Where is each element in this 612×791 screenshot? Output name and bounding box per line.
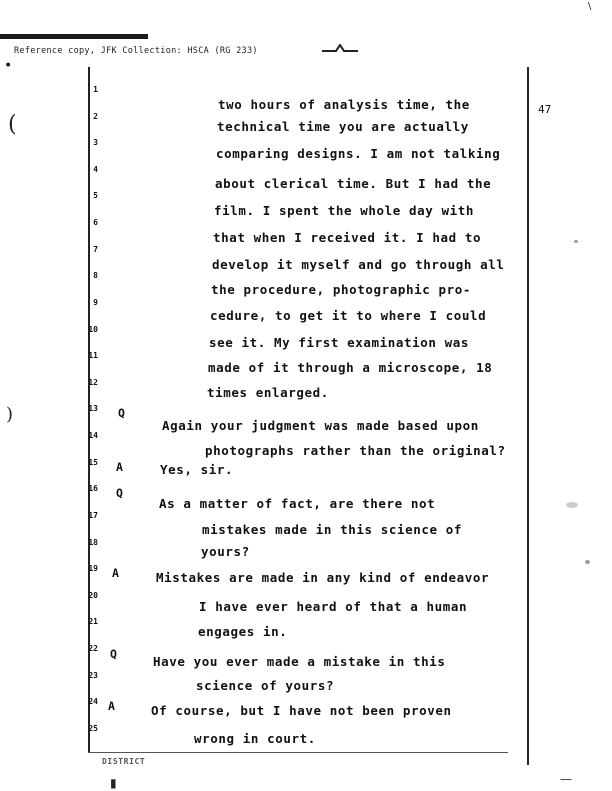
transcript-line: comparing designs. I am not talking — [216, 146, 501, 161]
transcript-line: the procedure, photographic pro- — [211, 282, 472, 297]
transcript-line: yours? — [201, 544, 250, 559]
line-number: 20 — [88, 591, 98, 600]
transcript-line: I have ever heard of that a human — [199, 599, 468, 614]
scan-speck — [566, 502, 578, 508]
footer-fragment: DISTRICT — [102, 757, 146, 766]
scan-mark-icon: ∖ — [586, 2, 593, 13]
speaker-question: Q — [110, 647, 117, 661]
line-number: 25 — [88, 724, 98, 733]
page-number: 47 — [538, 103, 552, 116]
speaker-question: Q — [116, 486, 123, 500]
line-number: 4 — [93, 165, 98, 174]
line-number: 18 — [88, 538, 98, 547]
transcript-line: that when I received it. I had to — [213, 230, 482, 245]
line-number: 10 — [88, 325, 98, 334]
line-number: 3 — [93, 138, 98, 147]
transcript-line: photographs rather than the original? — [205, 443, 506, 458]
transcript-line: technical time you are actually — [217, 119, 469, 134]
reference-header: Reference copy, JFK Collection: HSCA (RG 233) — [14, 46, 258, 56]
line-number: 11 — [88, 351, 98, 360]
transcript-line: made of it through a microscope, 18 — [208, 360, 493, 375]
transcript-line: Yes, sir. — [160, 462, 234, 477]
scan-mark-icon: — — [560, 772, 572, 786]
line-number: 16 — [88, 484, 98, 493]
line-number: 19 — [88, 564, 98, 573]
scan-speck — [574, 240, 578, 243]
line-number: 23 — [88, 671, 98, 680]
line-number: 6 — [93, 218, 98, 227]
transcript-line: about clerical time. But I had the — [215, 176, 492, 191]
transcript-line: mistakes made in this science of — [202, 522, 463, 537]
transcript-line: Mistakes are made in any kind of endeavor — [156, 570, 490, 585]
line-number: 15 — [88, 458, 98, 467]
binding-hole-icon: ( — [8, 112, 17, 137]
transcript-line: see it. My first examination was — [209, 335, 470, 350]
line-number: 8 — [93, 271, 98, 280]
line-number: 13 — [88, 404, 98, 413]
line-number: 22 — [88, 644, 98, 653]
transcript-line: film. I spent the whole day with — [214, 203, 475, 218]
scan-mark-icon: • — [4, 58, 13, 74]
transcript-line: two hours of analysis time, the — [218, 97, 470, 112]
line-number: 24 — [88, 697, 98, 706]
transcript-line: science of yours? — [196, 678, 335, 693]
line-number: 12 — [88, 378, 98, 387]
line-number: 14 — [88, 431, 98, 440]
line-number: 1 — [93, 85, 98, 94]
right-margin-rule — [527, 67, 529, 765]
scan-mark-icon — [322, 44, 358, 52]
bottom-rule — [88, 752, 508, 753]
transcript-line: Of course, but I have not been proven — [151, 703, 452, 718]
speaker-question: Q — [118, 406, 125, 420]
transcript-line: As a matter of fact, are there not — [159, 496, 436, 511]
transcript-line: cedure, to get it to where I could — [210, 308, 487, 323]
line-number: 9 — [93, 298, 98, 307]
speaker-answer: A — [112, 566, 119, 580]
transcript-line: Have you ever made a mistake in this — [153, 654, 446, 669]
scan-speck — [585, 560, 590, 564]
transcript-line: develop it myself and go through all — [212, 257, 505, 272]
transcript-line: wrong in court. — [194, 731, 316, 746]
scan-top-bar — [0, 34, 148, 39]
binding-hole-icon: ) — [6, 404, 14, 425]
line-number: 5 — [93, 191, 98, 200]
speaker-answer: A — [108, 699, 115, 713]
line-number: 2 — [93, 112, 98, 121]
line-number: 17 — [88, 511, 98, 520]
transcript-line: times enlarged. — [207, 385, 329, 400]
line-number: 7 — [93, 245, 98, 254]
line-number: 21 — [88, 617, 98, 626]
scan-mark-icon: ▮ — [110, 776, 117, 790]
transcript-line: engages in. — [198, 624, 288, 639]
transcript-line: Again your judgment was made based upon — [162, 418, 479, 433]
speaker-answer: A — [116, 460, 123, 474]
